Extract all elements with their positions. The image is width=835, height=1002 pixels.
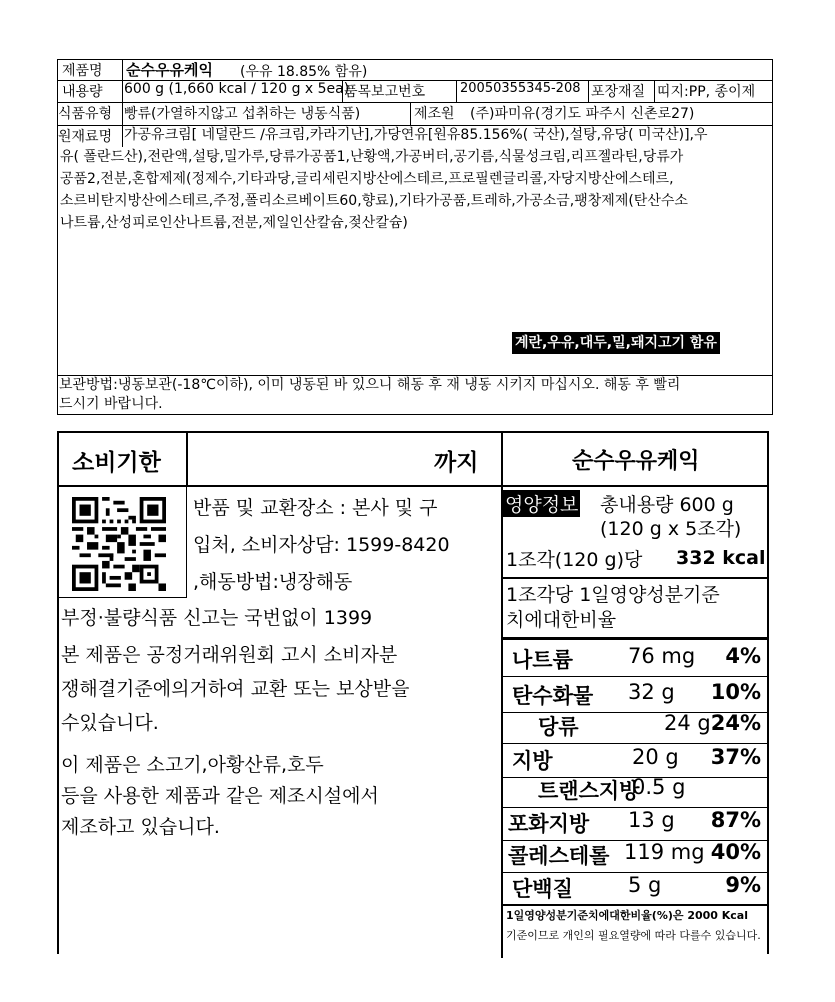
return-line: 입처, 소비자상담: 1599-8420 <box>193 534 450 556</box>
serving-calories: 332 kcal <box>676 547 766 569</box>
daily-value-header: 1조각당 1일영양성분기준 <box>506 584 720 606</box>
nutrient-amount: 20 g <box>632 745 679 769</box>
manufacturer-label: 제조원 <box>414 106 455 122</box>
nutrient-row <box>502 640 769 674</box>
packaging-label: 포장재질 <box>591 84 646 100</box>
nutrient-percent: 9% <box>725 873 761 897</box>
footnote-line: 1일영양성분기준치에대한비율(%)은 2000 Kcal <box>506 909 749 922</box>
allergen-badge: 계란,우유,대두,밀,돼지고기 함유 <box>512 332 720 354</box>
nutrient-name: 콜레스테롤 <box>508 844 610 868</box>
nutrient-row <box>502 771 769 805</box>
nutrient-name: 트랜스지방 <box>538 779 640 803</box>
nutrient-percent: 40% <box>710 840 761 864</box>
nutrient-row <box>502 869 769 903</box>
nutrient-name: 탄수화물 <box>512 684 594 708</box>
nutrient-row <box>502 741 769 775</box>
total-content: 총내용량 600 g <box>600 494 734 516</box>
product-name-note: (우유 18.85% 함유) <box>240 64 368 80</box>
ingredients-line: 소르비탄지방산에스테르,주정,폴리소르베이트60,향료),기타가공품,트레하,가공소금,팽창제제(탄산수소 <box>60 193 688 209</box>
report-notice: 부정·불량식품 신고는 국번없이 1399 <box>61 607 373 629</box>
return-line: ,해동방법:냉장해동 <box>193 571 353 593</box>
ingredients-line: 유( 폴란드산),전란액,설탕,밀가루,당류가공품1,난황액,가공버터,공기름,식물성크림,리프젤라틴,당류가 <box>60 149 684 165</box>
return-info <box>193 490 450 601</box>
product-name: 순수우유케익 <box>126 61 213 79</box>
content-value: 600 g (1,660 kcal / 120 g x 5ea) <box>124 81 350 97</box>
daily-value-header-2: 치에대한비율 <box>506 609 617 631</box>
report-number-value: 20050355345-208 <box>460 81 581 96</box>
allergy-line: 등을 사용한 제품과 같은 제조시설에서 <box>61 785 379 807</box>
nutrient-amount: 32 g <box>628 680 675 704</box>
nutrition-product-name: 순수우유케익 <box>572 449 700 474</box>
nutrient-row <box>502 676 769 710</box>
compensation-line: 수있습니다. <box>61 712 159 734</box>
nutrient-name: 지방 <box>512 749 553 773</box>
nutrition-footnote <box>506 906 761 946</box>
nutrient-name: 당류 <box>538 715 579 739</box>
ingredients-text <box>60 124 708 234</box>
nutrient-row <box>502 804 769 838</box>
nutrient-name: 포화지방 <box>508 812 590 836</box>
compensation-line: 쟁해결기준에의거하여 교환 또는 보상받을 <box>61 678 410 700</box>
nutrient-amount: 24 g <box>664 711 711 735</box>
ingredients-line: 가공유크림[ 네덜란드 /유크림,카라기난],가당연유[원유85.156%( 국산),설탕,유당( 미국산)],우 <box>124 127 708 143</box>
product-name-label: 제품명 <box>62 63 103 79</box>
ingredients-label: 원재료명 <box>58 129 113 145</box>
storage-line: 보관방법:냉동보관(-18℃이하), 이미 냉동된 바 있으니 해동 후 재 냉동 시키지 마십시오. 해동 후 빨리 <box>59 377 681 393</box>
nutrient-amount: 5 g <box>628 873 662 897</box>
storage-instructions <box>59 376 680 414</box>
nutrient-amount: 119 mg <box>624 840 705 864</box>
compensation-notice <box>61 638 410 740</box>
nutrient-percent: 24% <box>710 711 761 735</box>
footnote-line: 기준이므로 개인의 필요열량에 따라 다를수 있습니다. <box>506 929 761 942</box>
allergy-line: 이 제품은 소고기,아황산류,호두 <box>61 754 324 776</box>
nutrient-amount: 76 mg <box>628 644 696 668</box>
report-number-label: 품목보고번호 <box>344 84 426 100</box>
manufacturer-value: (주)파미유(경기도 파주시 신촌로27) <box>470 106 695 122</box>
content-label: 내용량 <box>62 84 103 100</box>
storage-line: 드시기 바랍니다. <box>59 396 163 412</box>
compensation-line: 본 제품은 공정거래위원회 고시 소비자분 <box>61 644 398 666</box>
nutrient-percent: 87% <box>710 808 761 832</box>
nutrient-amount: 0.5 g <box>632 775 686 799</box>
nutrient-row <box>502 836 769 870</box>
packaging-value: 띠지:PP, 종이제 <box>657 84 756 100</box>
return-line: 반품 및 교환장소 : 본사 및 구 <box>193 497 438 519</box>
allergy-line: 제조하고 있습니다. <box>61 816 220 838</box>
nutrient-percent: 10% <box>710 680 761 704</box>
serving-size: 1조각(120 g)당 <box>506 549 643 571</box>
qr-code <box>72 497 166 591</box>
nutrient-percent: 4% <box>725 644 761 668</box>
food-type-label: 식품유형 <box>58 106 113 122</box>
nutrient-table <box>502 640 769 907</box>
nutrient-row <box>502 707 769 741</box>
ingredients-line: 나트륨,산성피로인산나트륨,전분,제일인산칼슘,젖산칼슘) <box>60 215 408 231</box>
nutrient-percent: 37% <box>710 745 761 769</box>
food-type-value: 빵류(가열하지않고 섭취하는 냉동식품) <box>124 106 361 122</box>
expiry-value: 까지 <box>434 450 479 476</box>
allergy-facility-notice <box>61 750 379 843</box>
nutrient-amount: 13 g <box>628 808 675 832</box>
nutrient-name: 단백질 <box>512 877 573 901</box>
total-content-pieces: (120 g x 5조각) <box>600 518 742 540</box>
expiry-label: 소비기한 <box>72 450 161 476</box>
nutrient-name: 나트륨 <box>512 648 573 672</box>
ingredients-line: 공품2,전분,혼합제제(정제수,기타과당,글리세린지방산에스테르,프로필렌글리콜,자당지방산에스테르, <box>60 171 674 187</box>
nutrition-info-label: 영양정보 <box>503 490 580 517</box>
